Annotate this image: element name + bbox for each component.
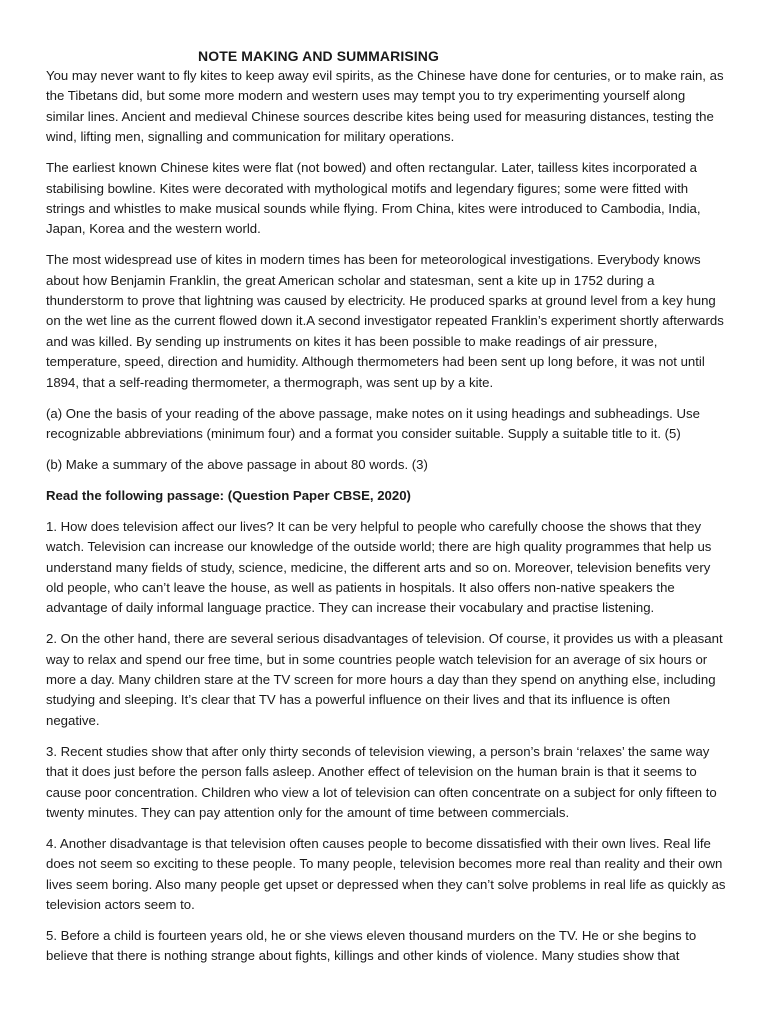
paragraph-meteorology: The most widespread use of kites in modern times has been for meteorological investigations. Everybody knows about how Benjamin Franklin, the great American scholar and statesman, sent a kite up in 1752 during a thunderstorm to prove that lightning was caused by electricity. He produced sparks at ground level from a key hung on the wet line as the current flowed down it.A second investigator repeated Franklin’s experiment shortly afterwards and was killed. By sending up instruments on kites it has been possible to make readings of air pressure, temperature, speed, direction and humidity. Although thermometers had been sent up long before, it was not until 1894, that a self-reading thermometer, a thermograph, was sent up by a kite. (46, 252, 724, 390)
paragraph-kites-intro: You may never want to fly kites to keep away evil spirits, as the Chinese have done for centuries, or to make rain, as the Tibetans did, but some more modern and western uses may tempt you to try experimenting yourself along similar lines. Ancient and medieval Chinese sources describe kites being used for measuring distances, testing the wind, lifting men, signalling and communication for military operations. (46, 68, 724, 145)
document-body (46, 66, 726, 977)
question-a: (a) One the basis of your reading of the above passage, make notes on it using headings and subheadings. Use recognizable abbreviations (minimum four) and a format you consider suitable. Supply a suitable title to it. (5) (46, 405, 700, 441)
document-title: NOTE MAKING AND SUMMARISING (198, 48, 439, 64)
passage-heading: Read the following passage: (Question Paper CBSE, 2020) (46, 487, 411, 503)
question-b: (b) Make a summary of the above passage in about 80 words. (3) (46, 456, 428, 472)
paragraph-chinese-kites: The earliest known Chinese kites were flat (not bowed) and often rectangular. Later, tailless kites incorporated a stabilising bowline. Kites were decorated with mythological motifs and legendary figures; some were fitted with strings and whistles to make musical sounds while flying. From China, kites were introduced to Cambodia, India, Japan, Korea and the western world. (46, 160, 701, 237)
paragraph-tv-4: 4. Another disadvantage is that television often causes people to become dissatisfied with their own lives. Real life does not seem so exciting to these people. To many people, television becomes more real than reality and their own lives seem boring. Also many people get upset or depressed when they can’t solve problems in real life as quickly as television actors seem to. (46, 835, 726, 913)
paragraph-tv-1: 1. How does television affect our lives? It can be very helpful to people who carefully choose the shows that they watch. Television can increase our knowledge of the outside world; there are high quality programmes that help us understand many fields of study, science, medicine, the different arts and so on. Moreover, television benefits very old people, who can’t leave the house, as well as patients in hospitals. It also offers non-native speakers the advantage of daily informal language practice. They can increase their vocabulary and practise listening. (46, 518, 712, 616)
paragraph-tv-2: 2. On the other hand, there are several serious disadvantages of television. Of course, it provides us with a pleasant way to relax and spend our free time, but in some countries people watch television for an average of six hours or more a day. Many children stare at the TV screen for more hours a day than they spend on anything else, including studying and sleeping. It’s clear that TV has a powerful influence on their lives and that its influence is often negative. (46, 631, 723, 728)
paragraph-tv-3: 3. Recent studies show that after only thirty seconds of television viewing, a person’s brain ‘relaxes’ the same way that it does just before the person falls asleep. Another effect of television on the human brain is that it seems to cause poor concentration. Children who view a lot of television can often concentrate on a subject for only fifteen to twenty minutes. They can pay attention only for the amount of time between commercials. (46, 743, 717, 820)
paragraph-tv-5: 5. Before a child is fourteen years old, he or she views eleven thousand murders on the TV. He or she begins to believe that there is nothing strange about fights, killings and other kinds of violence. Many studies show that (46, 928, 697, 964)
